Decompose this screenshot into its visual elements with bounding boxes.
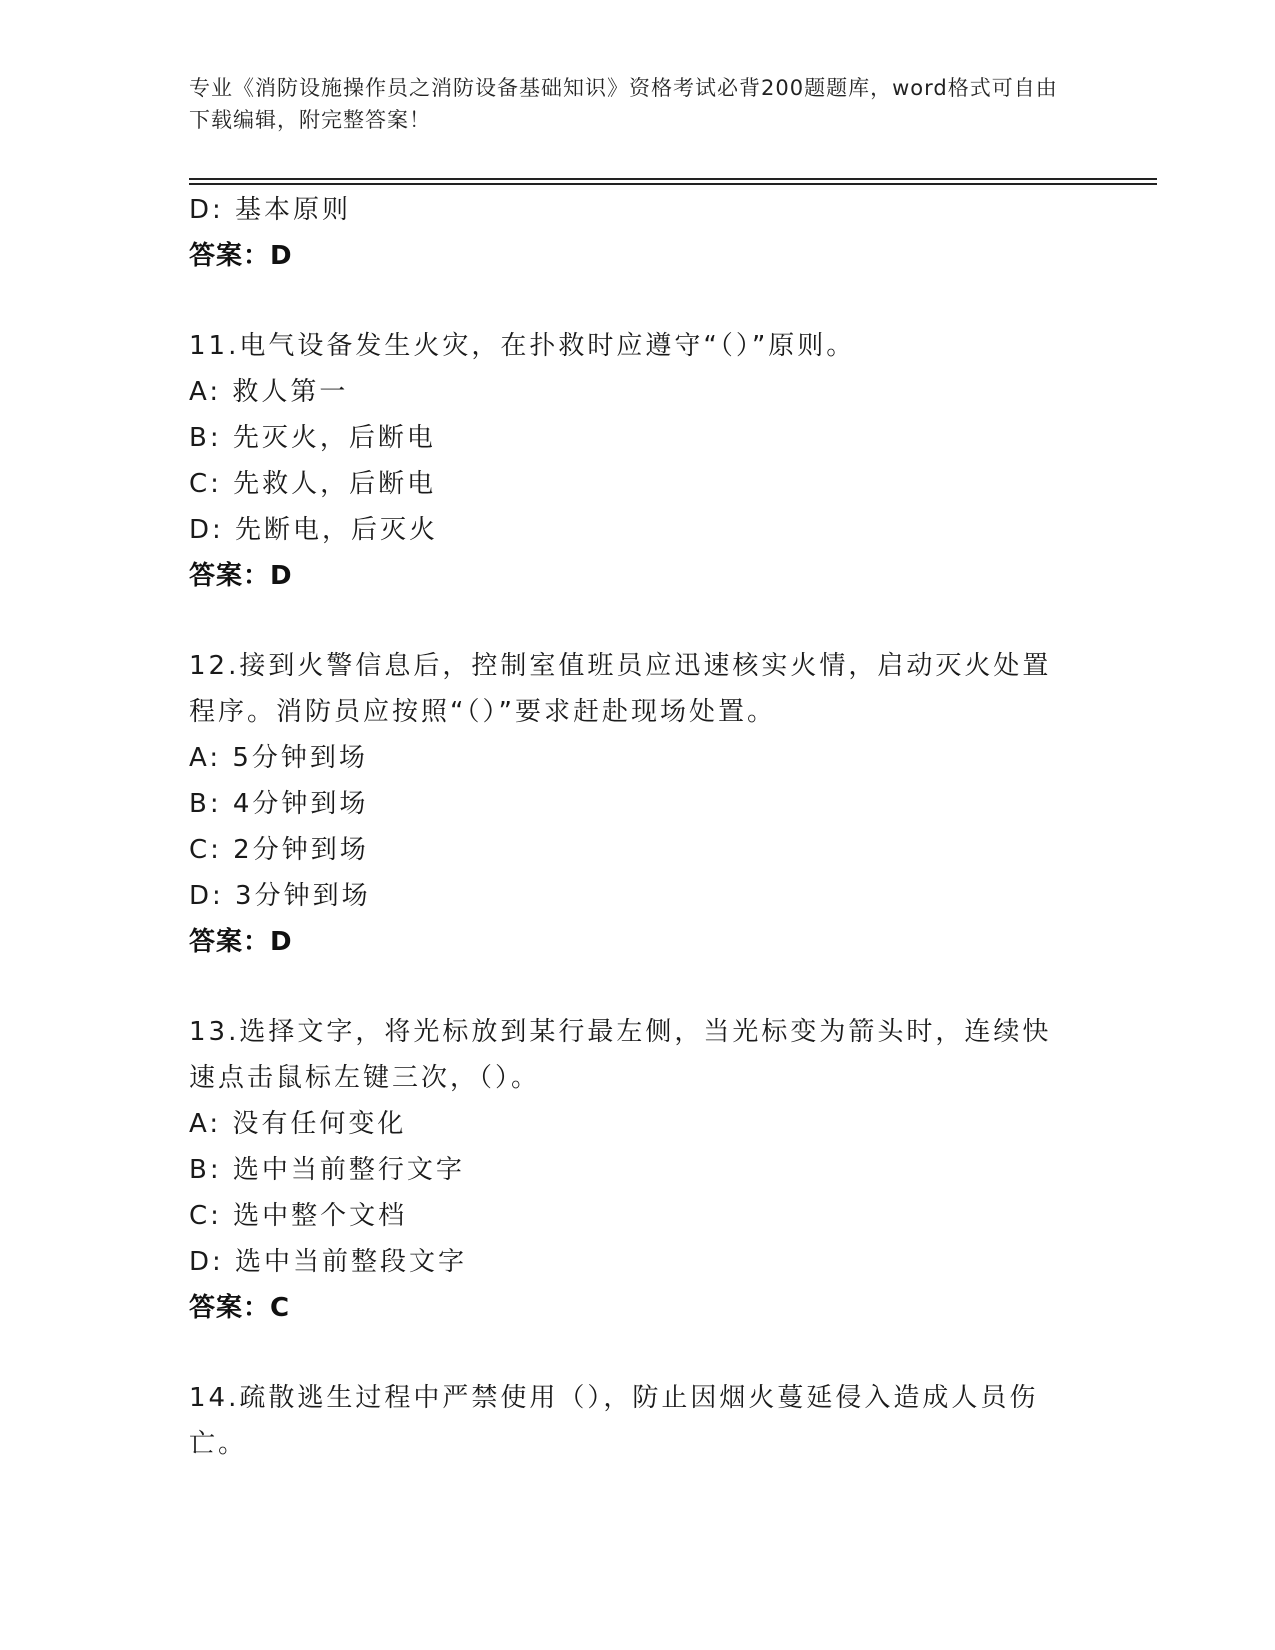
document-body bbox=[189, 187, 1089, 1467]
option-b: B: 选中当前整行文字 bbox=[189, 1155, 465, 1185]
option-a: A: 5分钟到场 bbox=[189, 743, 368, 773]
option-d: D: 选中当前整段文字 bbox=[189, 1247, 468, 1277]
option-b: B: 4分钟到场 bbox=[189, 789, 369, 819]
document-header: 专业《消防设施操作员之消防设备基础知识》资格考试必背200题题库，word格式可自由下载编辑，附完整答案！ bbox=[189, 76, 1058, 132]
question-stem: 12.接到火警信息后，控制室值班员应迅速核实火情，启动灭火处置程序。消防员应按照“（）”要求赶赴现场处置。 bbox=[189, 651, 1052, 727]
previous-question-tail bbox=[189, 187, 1089, 279]
option-c: C: 选中整个文档 bbox=[189, 1201, 408, 1231]
option-a: A: 没有任何变化 bbox=[189, 1109, 407, 1139]
option-a: A: 救人第一 bbox=[189, 377, 349, 407]
option-c: C: 先救人，后断电 bbox=[189, 469, 437, 499]
option-d: D: 先断电，后灭火 bbox=[189, 515, 439, 545]
answer: 答案：D bbox=[189, 241, 293, 271]
question-11 bbox=[189, 323, 1089, 599]
question-stem: 14.疏散逃生过程中严禁使用（），防止因烟火蔓延侵入造成人员伤亡。 bbox=[189, 1383, 1039, 1459]
answer: 答案：D bbox=[189, 927, 293, 957]
question-13 bbox=[189, 1009, 1089, 1331]
question-14 bbox=[189, 1375, 1089, 1467]
question-stem: 11.电气设备发生火灾，在扑救时应遵守“（）”原则。 bbox=[189, 331, 856, 361]
answer: 答案：C bbox=[189, 1293, 291, 1323]
header-divider-top bbox=[189, 178, 1157, 180]
question-stem: 13.选择文字，将光标放到某行最左侧，当光标变为箭头时，连续快速点击鼠标左键三次，（）。 bbox=[189, 1017, 1052, 1093]
option-b: B: 先灭火，后断电 bbox=[189, 423, 436, 453]
header-divider-bottom bbox=[189, 183, 1157, 185]
option-d: D: 3分钟到场 bbox=[189, 881, 371, 911]
option-c: C: 2分钟到场 bbox=[189, 835, 369, 865]
option-d: D: 基本原则 bbox=[189, 195, 352, 225]
question-12 bbox=[189, 643, 1089, 965]
answer: 答案：D bbox=[189, 561, 293, 591]
